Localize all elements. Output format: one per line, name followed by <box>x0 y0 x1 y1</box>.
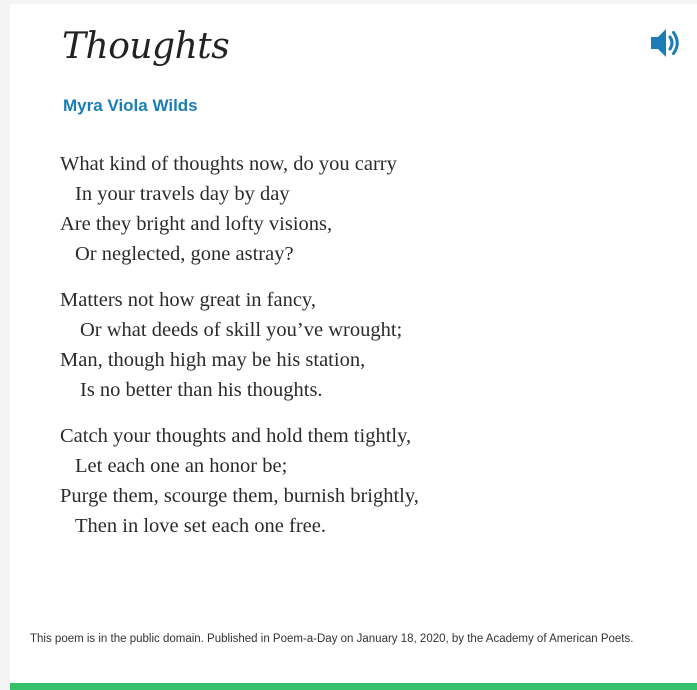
stanza <box>60 285 419 405</box>
poem-line: Catch your thoughts and hold them tightly, <box>60 425 412 447</box>
poem-line: Or what deeds of skill you’ve wrought; <box>80 319 403 341</box>
speaker-volume-icon[interactable] <box>648 26 682 60</box>
poem-line: Man, though high may be his station, <box>60 349 366 371</box>
poem-card <box>10 4 697 683</box>
poem-line: Then in love set each one free. <box>75 515 327 537</box>
poem-line: Are they bright and lofty visions, <box>60 213 333 235</box>
stanza <box>60 421 419 541</box>
stanza <box>60 149 419 269</box>
author-link[interactable]: Myra Viola Wilds <box>63 96 198 115</box>
poem-line: Matters not how great in fancy, <box>60 289 316 311</box>
poem-line: Purge them, scourge them, burnish brightly, <box>60 485 419 507</box>
poem-line: Or neglected, gone astray? <box>75 243 294 265</box>
poem-body <box>60 149 419 557</box>
public-domain-note: This poem is in the public domain. Published in Poem-a-Day on January 18, 2020, by the Academy of American Poets. <box>30 633 634 645</box>
poem-line: In your travels day by day <box>75 183 290 205</box>
poem-title: Thoughts <box>62 26 230 67</box>
poem-line: What kind of thoughts now, do you carry <box>60 153 397 175</box>
poem-line: Is no better than his thoughts. <box>80 379 323 401</box>
poem-line: Let each one an honor be; <box>75 455 288 477</box>
accent-bar <box>10 683 697 690</box>
